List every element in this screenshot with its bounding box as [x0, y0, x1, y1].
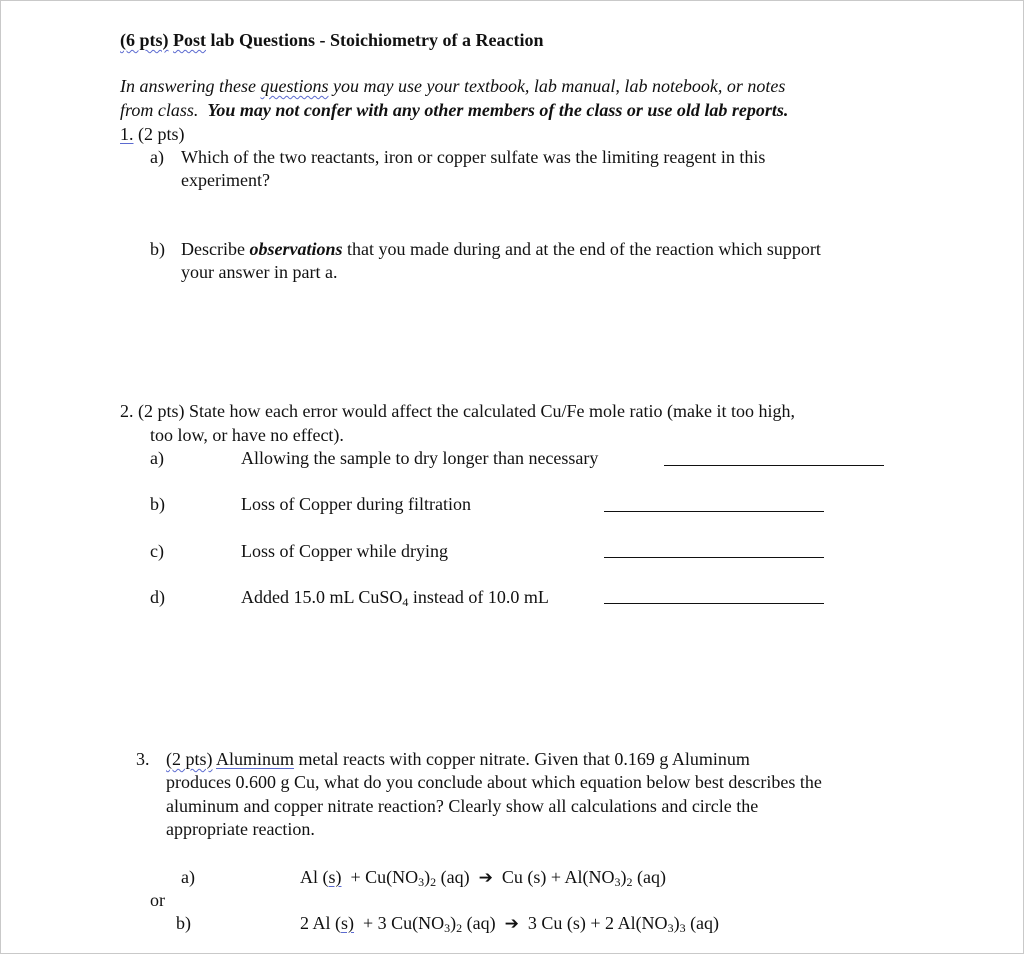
- q2c-text: Loss of Copper while drying: [241, 541, 448, 561]
- q1a-label: a): [150, 147, 164, 167]
- page-title: [120, 29, 543, 51]
- q1b-label: b): [150, 239, 165, 259]
- q2b-label: b): [150, 494, 165, 514]
- q2b-text: Loss of Copper during filtration: [241, 494, 471, 514]
- q1-points: (2 pts): [138, 124, 185, 144]
- q1-number: 1.: [120, 124, 134, 144]
- reaction-or: or: [150, 890, 165, 910]
- intro-line-1: In answering these questions you may use your textbook, lab manual, lab notebook, or notes: [120, 76, 786, 96]
- intro-line-2: from class. You may not confer with any other members of the class or use old lab reports.: [120, 100, 789, 120]
- q2a-text: Allowing the sample to dry longer than necessary: [241, 448, 599, 468]
- q3-line-2: produces 0.600 g Cu, what do you conclude about which equation below best describes the: [166, 772, 822, 792]
- reaction-b-equation[interactable]: 2 Al (s) + 3 $Cu(NO_3)_2$ (aq) ➔ 3 Cu (s) + 2 $Al(NO_3)_3$ (aq): [300, 913, 720, 935]
- q2a-label: a): [150, 448, 164, 468]
- q1a-line-2: experiment?: [181, 170, 270, 190]
- q2d-label: d): [150, 587, 165, 607]
- q2d-text: Added 15.0 mL CuSO$_4$ instead of 10.0 mL: [241, 587, 549, 609]
- q3-line-4: appropriate reaction.: [166, 819, 315, 839]
- q1a-line-1: Which of the two reactants, iron or copper sulfate was the limiting reagent in this: [181, 147, 766, 167]
- q2b-answer-blank[interactable]: [604, 511, 824, 512]
- q2c-label: c): [150, 541, 164, 561]
- q3-number: 3.: [136, 749, 150, 769]
- reaction-b-label: b): [176, 913, 191, 933]
- q1-heading: [120, 123, 185, 145]
- q1b-line-2: your answer in part a.: [181, 262, 338, 282]
- q2-line-1: 2. (2 pts) State how each error would affect the calculated Cu/Fe mole ratio (make it too high,: [120, 401, 795, 421]
- title-rest: lab Questions - Stoichiometry of a Reaction: [206, 30, 544, 50]
- reaction-arrow-icon: ➔: [478, 868, 493, 888]
- q1b-line-1: Describe observations that you made during and at the end of the reaction which support: [181, 239, 821, 259]
- reaction-arrow-icon: ➔: [504, 914, 519, 934]
- q2d-answer-blank[interactable]: [604, 603, 824, 604]
- title-points: (6 pts): [120, 30, 169, 50]
- reaction-a-label: a): [181, 867, 195, 887]
- title-post: Post: [173, 30, 206, 50]
- q3-line-3: aluminum and copper nitrate reaction? Clearly show all calculations and circle the: [166, 796, 759, 816]
- q2-line-2: too low, or have no effect).: [150, 425, 344, 445]
- q3-line-1: (2 pts) Aluminum metal reacts with copper nitrate. Given that 0.169 g Aluminum: [166, 749, 750, 769]
- q2a-answer-blank[interactable]: [664, 465, 884, 466]
- q2c-answer-blank[interactable]: [604, 557, 824, 558]
- reaction-a-equation[interactable]: Al $(s) + Cu(NO_3)_2$ (aq) ➔ Cu $(s) + Al(NO_3)_2$ (aq): [300, 867, 667, 889]
